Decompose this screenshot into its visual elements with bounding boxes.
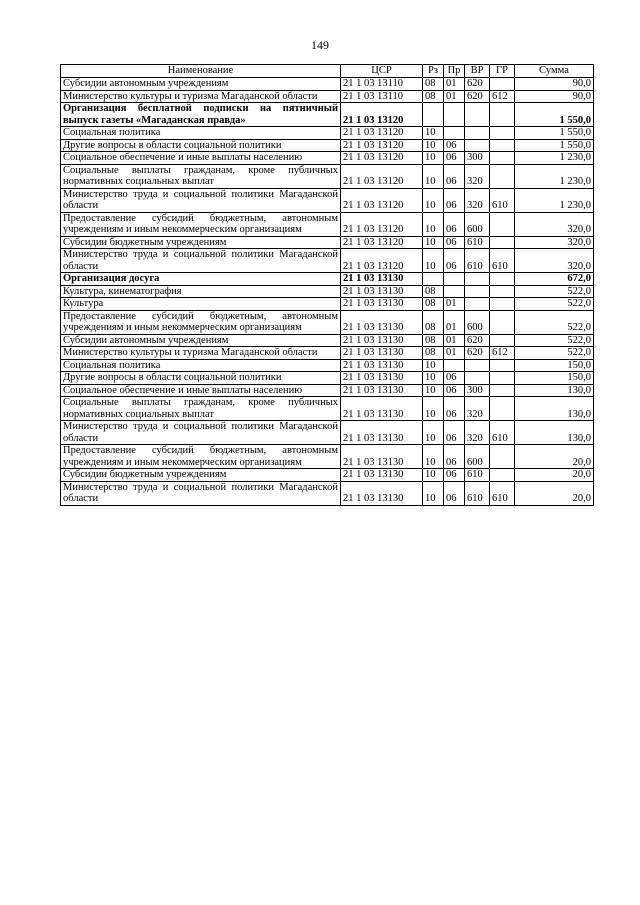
table-header-row [61,65,594,78]
cell-pr: 06 [444,188,465,212]
cell-rz: 08 [423,347,444,360]
header-pr: Пр [444,65,465,78]
cell-rz: 10 [423,445,444,469]
cell-vr [465,103,490,127]
header-vr: ВР [465,65,490,78]
cell-pr [444,103,465,127]
cell-pr: 01 [444,334,465,347]
cell-rz: 10 [423,397,444,421]
cell-csr: 21 1 03 13120 [341,127,423,140]
table-row [61,347,594,360]
cell-sum: 522,0 [515,298,594,311]
cell-name: Организация бесплатной подписки на пятничный выпуск газеты «Магаданская правда» [61,103,341,127]
table-row [61,152,594,165]
cell-rz: 10 [423,421,444,445]
cell-gr [490,212,515,236]
cell-vr: 610 [465,249,490,273]
cell-csr: 21 1 03 13130 [341,347,423,360]
cell-csr: 21 1 03 13120 [341,212,423,236]
cell-name: Министерство труда и социальной политики Магаданской области [61,188,341,212]
cell-name: Министерство труда и социальной политики Магаданской области [61,421,341,445]
cell-name: Социальные выплаты гражданам, кроме публичных нормативных социальных выплат [61,164,341,188]
cell-rz: 10 [423,212,444,236]
cell-rz: 08 [423,90,444,103]
cell-gr: 612 [490,347,515,360]
cell-name: Культура, кинематография [61,285,341,298]
cell-sum: 20,0 [515,445,594,469]
cell-csr: 21 1 03 13130 [341,298,423,311]
cell-name: Социальное обеспечение и иные выплаты населению [61,384,341,397]
cell-name: Организация досуга [61,273,341,286]
cell-sum: 150,0 [515,359,594,372]
cell-rz [423,273,444,286]
cell-gr [490,127,515,140]
cell-vr [465,139,490,152]
table-row [61,445,594,469]
cell-rz: 10 [423,359,444,372]
cell-csr: 21 1 03 13120 [341,103,423,127]
cell-name: Предоставление субсидий бюджетным, автономным учреждениям и иным некоммерческим организациям [61,310,341,334]
cell-rz: 10 [423,384,444,397]
cell-name: Предоставление субсидий бюджетным, автономным учреждениям и иным некоммерческим организациям [61,445,341,469]
table-row [61,334,594,347]
cell-csr: 21 1 03 13130 [341,273,423,286]
cell-name: Социальная политика [61,127,341,140]
cell-csr: 21 1 03 13120 [341,188,423,212]
cell-pr: 01 [444,78,465,91]
table-row [61,103,594,127]
cell-rz: 10 [423,152,444,165]
cell-pr: 06 [444,236,465,249]
cell-csr: 21 1 03 13130 [341,310,423,334]
cell-rz [423,103,444,127]
cell-rz: 08 [423,310,444,334]
cell-csr: 21 1 03 13130 [341,372,423,385]
cell-rz: 10 [423,164,444,188]
cell-name: Социальная политика [61,359,341,372]
cell-pr: 06 [444,164,465,188]
cell-name: Субсидии бюджетным учреждениям [61,236,341,249]
cell-gr: 612 [490,90,515,103]
cell-gr [490,236,515,249]
cell-gr [490,310,515,334]
cell-pr [444,127,465,140]
cell-gr [490,285,515,298]
table-body [61,78,594,506]
cell-csr: 21 1 03 13120 [341,152,423,165]
table-row [61,188,594,212]
cell-name: Субсидии автономным учреждениям [61,78,341,91]
cell-csr: 21 1 03 13110 [341,78,423,91]
cell-gr [490,334,515,347]
cell-sum: 672,0 [515,273,594,286]
header-csr: ЦСР [341,65,423,78]
cell-vr [465,273,490,286]
cell-csr: 21 1 03 13120 [341,236,423,249]
cell-sum: 150,0 [515,372,594,385]
cell-pr: 06 [444,421,465,445]
cell-name: Субсидии бюджетным учреждениям [61,469,341,482]
cell-csr: 21 1 03 13130 [341,285,423,298]
cell-name: Социальные выплаты гражданам, кроме публичных нормативных социальных выплат [61,397,341,421]
table-row [61,421,594,445]
cell-csr: 21 1 03 13120 [341,164,423,188]
cell-sum: 522,0 [515,285,594,298]
table-row [61,359,594,372]
cell-gr [490,397,515,421]
cell-csr: 21 1 03 13130 [341,359,423,372]
cell-sum: 130,0 [515,421,594,445]
cell-sum: 1 550,0 [515,127,594,140]
cell-gr [490,469,515,482]
cell-rz: 10 [423,127,444,140]
cell-gr: 610 [490,249,515,273]
cell-gr [490,298,515,311]
cell-vr: 620 [465,78,490,91]
cell-pr: 01 [444,310,465,334]
cell-pr [444,359,465,372]
cell-gr [490,273,515,286]
cell-pr: 01 [444,298,465,311]
budget-table [60,64,594,506]
cell-pr [444,273,465,286]
cell-pr: 06 [444,445,465,469]
table-row [61,78,594,91]
cell-rz: 10 [423,249,444,273]
cell-sum: 320,0 [515,212,594,236]
cell-name: Другие вопросы в области социальной политики [61,372,341,385]
cell-pr: 01 [444,347,465,360]
header-gr: ГР [490,65,515,78]
cell-sum: 1 550,0 [515,103,594,127]
cell-csr: 21 1 03 13120 [341,139,423,152]
cell-name: Министерство культуры и туризма Магаданской области [61,347,341,360]
cell-gr [490,164,515,188]
cell-vr: 320 [465,188,490,212]
cell-name: Другие вопросы в области социальной политики [61,139,341,152]
cell-rz: 10 [423,188,444,212]
header-name: Наименование [61,65,341,78]
cell-csr: 21 1 03 13130 [341,469,423,482]
cell-name: Субсидии автономным учреждениям [61,334,341,347]
table-row [61,139,594,152]
cell-rz: 08 [423,298,444,311]
cell-pr: 06 [444,384,465,397]
cell-vr [465,127,490,140]
cell-vr: 610 [465,469,490,482]
cell-csr: 21 1 03 13130 [341,384,423,397]
cell-gr [490,78,515,91]
cell-gr: 610 [490,421,515,445]
cell-csr: 21 1 03 13130 [341,481,423,505]
cell-csr: 21 1 03 13130 [341,397,423,421]
table-row [61,397,594,421]
cell-vr: 320 [465,421,490,445]
cell-sum: 130,0 [515,397,594,421]
table-row [61,164,594,188]
cell-vr [465,298,490,311]
cell-gr: 610 [490,481,515,505]
cell-sum: 90,0 [515,90,594,103]
cell-rz: 10 [423,236,444,249]
table-row [61,310,594,334]
header-sum: Сумма [515,65,594,78]
cell-gr [490,445,515,469]
cell-sum: 1 550,0 [515,139,594,152]
cell-pr: 06 [444,481,465,505]
cell-sum: 130,0 [515,384,594,397]
cell-gr [490,139,515,152]
cell-vr: 600 [465,445,490,469]
cell-csr: 21 1 03 13130 [341,445,423,469]
cell-vr: 620 [465,90,490,103]
cell-sum: 320,0 [515,249,594,273]
cell-gr [490,372,515,385]
cell-pr: 06 [444,249,465,273]
cell-gr [490,103,515,127]
cell-csr: 21 1 03 13130 [341,334,423,347]
cell-vr: 600 [465,212,490,236]
cell-pr: 06 [444,372,465,385]
cell-gr [490,359,515,372]
cell-sum: 1 230,0 [515,188,594,212]
cell-vr: 300 [465,152,490,165]
cell-sum: 522,0 [515,347,594,360]
table-row [61,384,594,397]
cell-gr [490,152,515,165]
table-row [61,372,594,385]
cell-rz: 10 [423,139,444,152]
cell-vr: 610 [465,236,490,249]
cell-name: Министерство культуры и туризма Магаданской области [61,90,341,103]
cell-rz: 08 [423,285,444,298]
cell-name: Министерство труда и социальной политики Магаданской области [61,249,341,273]
cell-pr: 06 [444,397,465,421]
table-row [61,469,594,482]
cell-sum: 1 230,0 [515,164,594,188]
cell-sum: 20,0 [515,481,594,505]
table-row [61,212,594,236]
cell-sum: 20,0 [515,469,594,482]
cell-rz: 10 [423,372,444,385]
table-row [61,90,594,103]
table-row [61,249,594,273]
table-row [61,236,594,249]
cell-name: Социальное обеспечение и иные выплаты населению [61,152,341,165]
cell-gr: 610 [490,188,515,212]
cell-sum: 90,0 [515,78,594,91]
cell-sum: 522,0 [515,334,594,347]
cell-vr: 620 [465,334,490,347]
cell-name: Министерство труда и социальной политики Магаданской области [61,481,341,505]
cell-vr [465,285,490,298]
cell-sum: 320,0 [515,236,594,249]
cell-rz: 10 [423,481,444,505]
cell-gr [490,384,515,397]
header-rz: Рз [423,65,444,78]
cell-pr: 06 [444,152,465,165]
cell-pr: 01 [444,90,465,103]
cell-rz: 08 [423,334,444,347]
cell-name: Культура [61,298,341,311]
cell-vr: 600 [465,310,490,334]
table-row [61,481,594,505]
cell-sum: 1 230,0 [515,152,594,165]
cell-csr: 21 1 03 13110 [341,90,423,103]
cell-vr: 320 [465,164,490,188]
cell-csr: 21 1 03 13130 [341,421,423,445]
cell-name: Предоставление субсидий бюджетным, автономным учреждениям и иным некоммерческим организациям [61,212,341,236]
page-number: 149 [311,38,329,52]
cell-vr: 610 [465,481,490,505]
cell-vr: 320 [465,397,490,421]
cell-pr [444,285,465,298]
cell-vr [465,359,490,372]
cell-csr: 21 1 03 13120 [341,249,423,273]
cell-pr: 06 [444,212,465,236]
cell-vr: 620 [465,347,490,360]
cell-pr: 06 [444,139,465,152]
cell-rz: 08 [423,78,444,91]
cell-vr [465,372,490,385]
cell-sum: 522,0 [515,310,594,334]
cell-rz: 10 [423,469,444,482]
table-row [61,298,594,311]
table-row [61,285,594,298]
table-row [61,127,594,140]
table-row [61,273,594,286]
cell-vr: 300 [465,384,490,397]
cell-pr: 06 [444,469,465,482]
